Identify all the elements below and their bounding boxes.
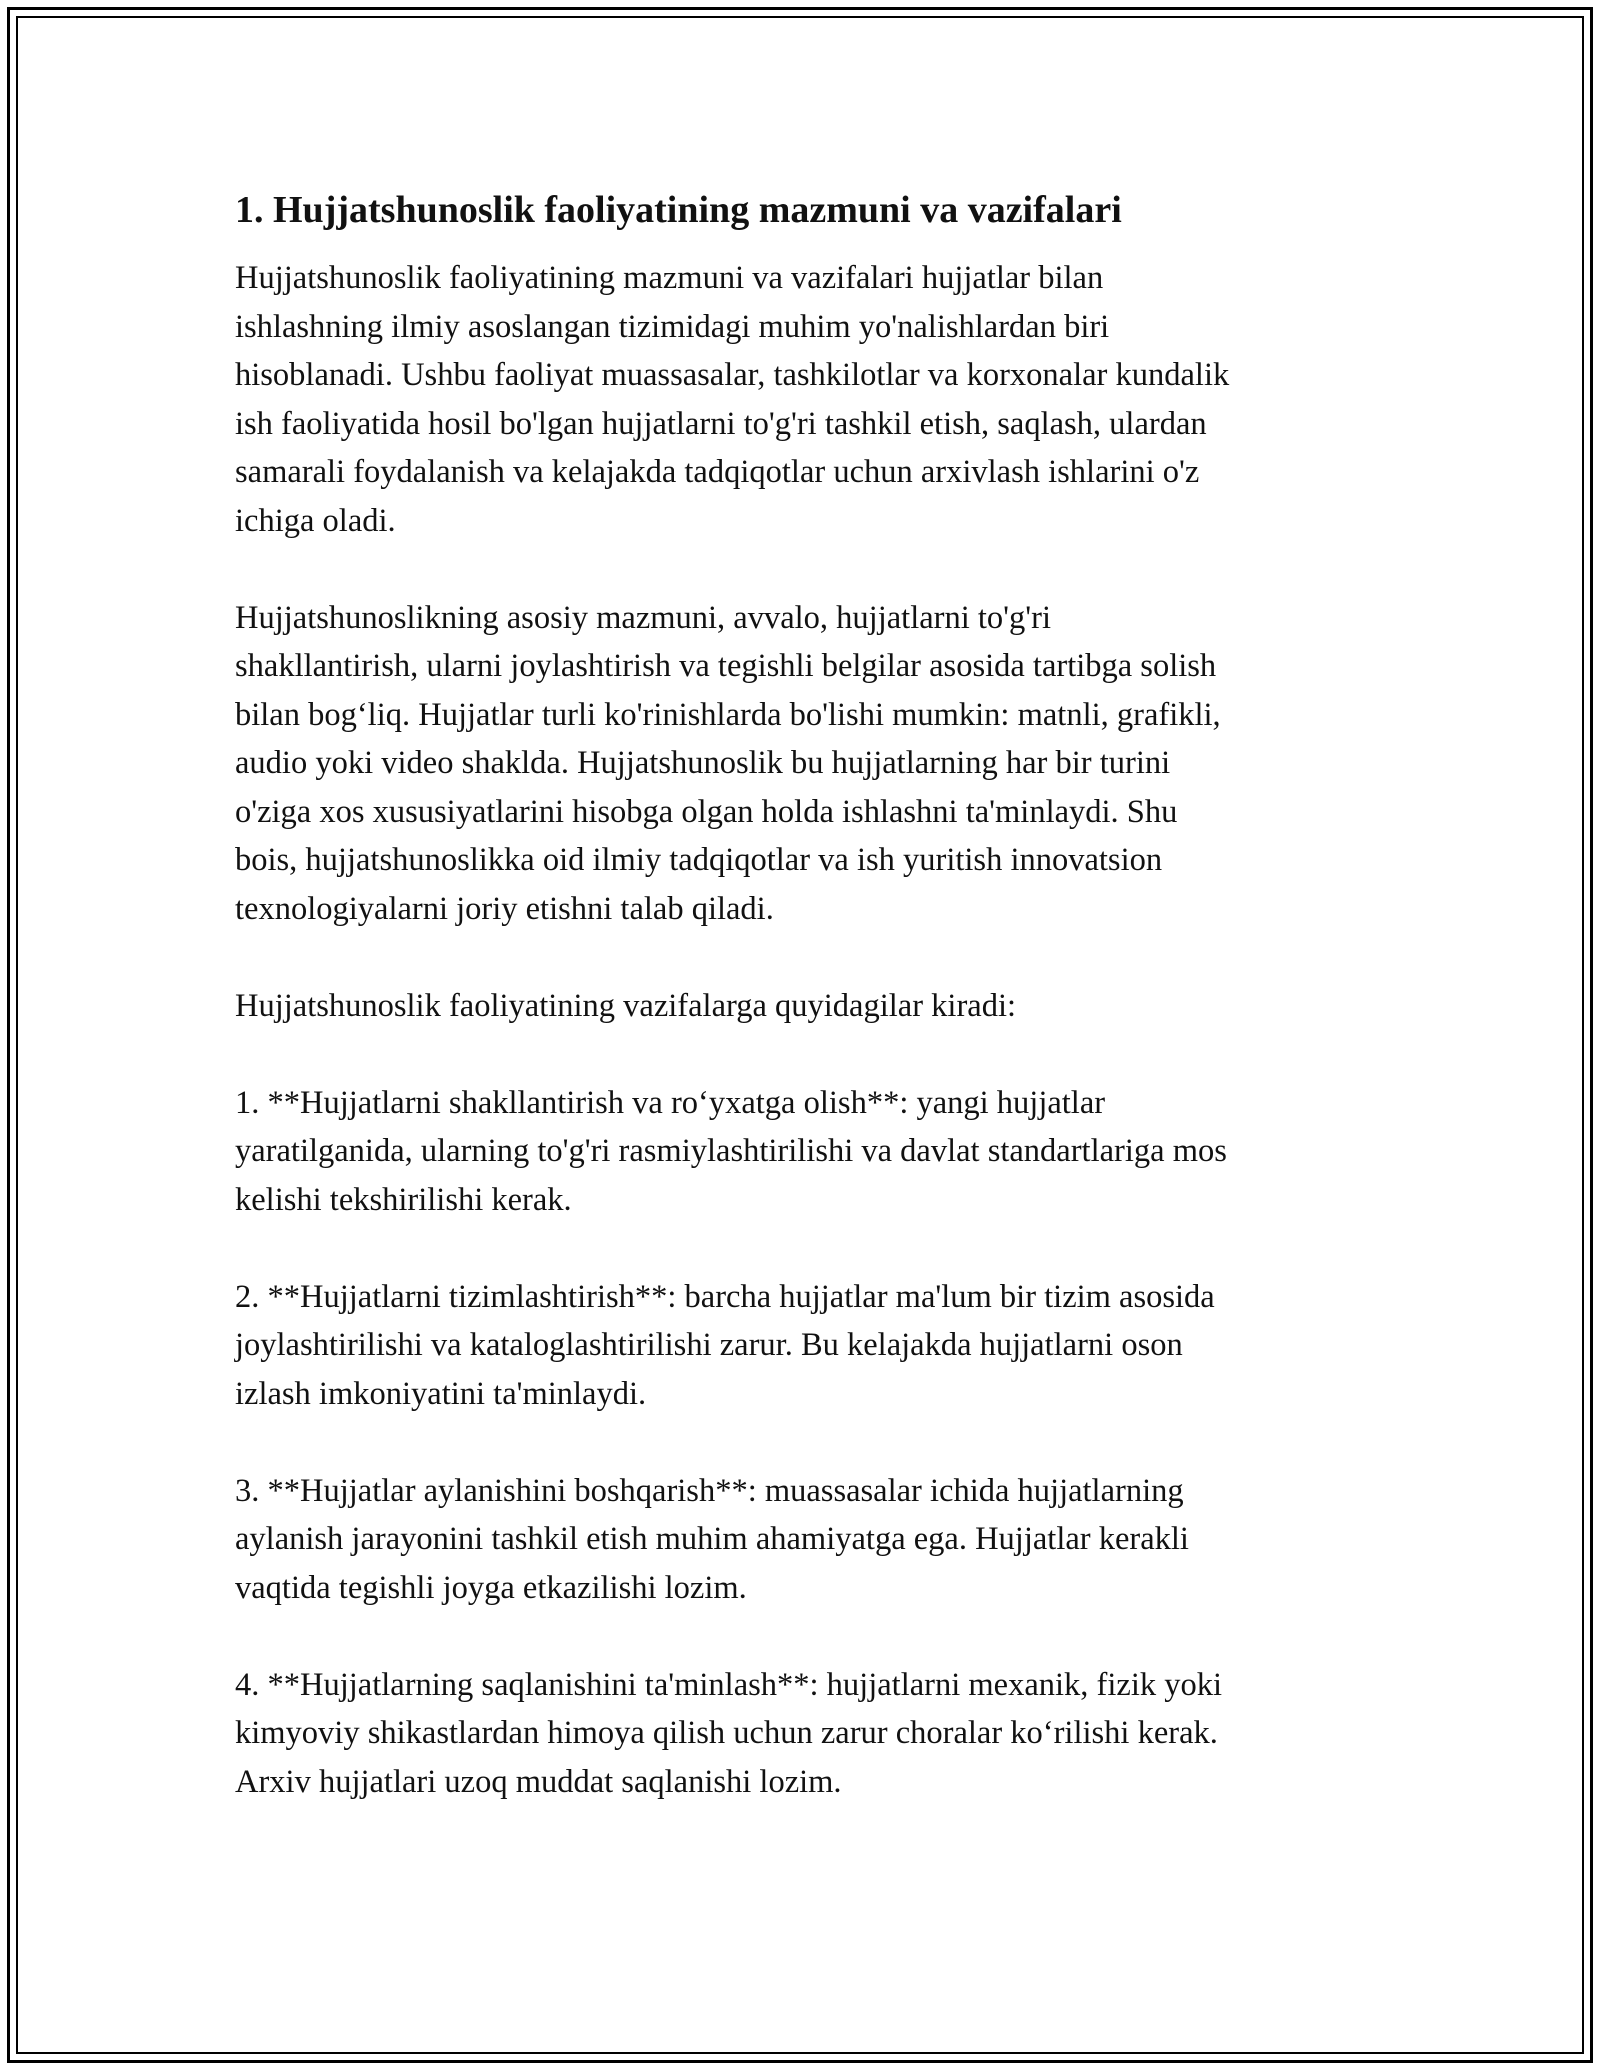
task-item-3: 3. **Hujjatlar aylanishini boshqarish**: muassasalar ichida hujjatlarning aylanish jarayonini tashkil etish muhim ahamiyatga ega. Hujjatlar kerakli vaqtida tegishli joyga etkazilishi lozim. <box>235 1472 1189 1606</box>
tasks-intro-paragraph: Hujjatshunoslik faoliyatining vazifalarga quyidagilar kiradi: <box>235 987 1016 1024</box>
task-item-1: 1. **Hujjatlarni shakllantirish va ro‘yxatga olish**: yangi hujjatlar yaratilganida, ularning to'g'ri rasmiylashtirilishi va davlat standartlariga mos kelishi tekshirilishi kerak. <box>235 1084 1227 1218</box>
content-paragraph: Hujjatshunoslikning asosiy mazmuni, avvalo, hujjatlarni to'g'ri shakllantirish, ularni joylashtirish va tegishli belgilar asosida tartibga solish bilan bog‘liq. Hujjatlar turli ko'rinishlarda bo'lishi mumkin: matnli, grafikli, audio yoki video shaklda. Hujjatshunoslik bu hujjatlarning har bir turini o'ziga xos xususiyatlarini hisobga olgan holda ishlashni ta'minlaydi. Shu bois, hujjatshunoslikka oid ilmiy tadqiqotlar va ish yuritish innovatsion texnologiyalarni joriy etishni talab qiladi. <box>235 599 1221 927</box>
task-item-2: 2. **Hujjatlarni tizimlashtirish**: barcha hujjatlar ma'lum bir tizim asosida joylashtirilishi va kataloglashtirilishi zarur. Bu kelajakda hujjatlarni oson izlash imkoniyatini ta'minlaydi. <box>235 1278 1215 1412</box>
task-item-4: 4. **Hujjatlarning saqlanishini ta'minlash**: hujjatlarni mexanik, fizik yoki kimyoviy shikastlardan himoya qilish uchun zarur choralar ko‘rilishi kerak. Arxiv hujjatlari uzoq muddat saqlanishi lozim. <box>235 1666 1222 1800</box>
intro-paragraph: Hujjatshunoslik faoliyatining mazmuni va vazifalari hujjatlar bilan ishlashning ilmiy asoslangan tizimidagi muhim yo'nalishlardan biri hisoblanadi. Ushbu faoliyat muassasalar, tashkilotlar va korxonalar kundalik ish faoliyatida hosil bo'lgan hujjatlarni to'g'ri tashkil etish, saqlash, ulardan samarali foydalanish va kelajakda tadqiqotlar uchun arxivlash ishlarini o'z ichiga oladi. <box>235 260 1230 539</box>
document-body <box>235 186 1365 1855</box>
document-title: 1. Hujjatshunoslik faoliyatining mazmuni va vazifalari <box>235 189 1122 231</box>
